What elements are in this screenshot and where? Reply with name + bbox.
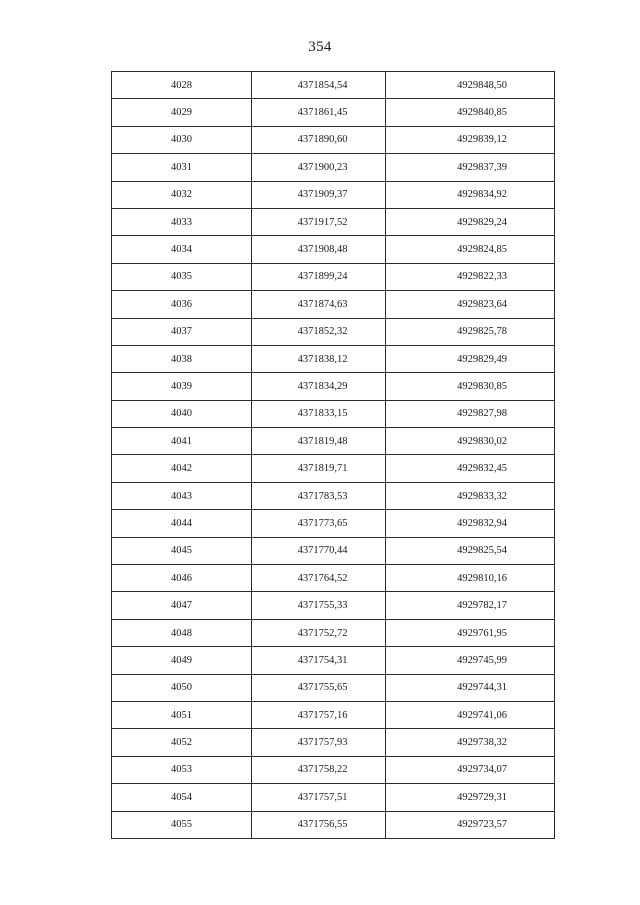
y-coordinate-cell: 4929848,50 bbox=[386, 72, 555, 99]
x-coordinate-cell: 4371754,31 bbox=[252, 647, 386, 674]
table-row bbox=[112, 811, 555, 838]
table-row bbox=[112, 400, 555, 427]
y-coordinate-cell: 4929832,94 bbox=[386, 510, 555, 537]
y-coordinate-cell: 4929810,16 bbox=[386, 565, 555, 592]
table-row bbox=[112, 291, 555, 318]
y-coordinate-cell: 4929839,12 bbox=[386, 126, 555, 153]
point-number-cell: 4047 bbox=[112, 592, 252, 619]
x-coordinate-cell: 4371770,44 bbox=[252, 537, 386, 564]
point-number-cell: 4050 bbox=[112, 674, 252, 701]
x-coordinate-cell: 4371819,71 bbox=[252, 455, 386, 482]
y-coordinate-cell: 4929741,06 bbox=[386, 701, 555, 728]
x-coordinate-cell: 4371755,65 bbox=[252, 674, 386, 701]
x-coordinate-cell: 4371917,52 bbox=[252, 208, 386, 235]
x-coordinate-cell: 4371854,54 bbox=[252, 72, 386, 99]
table-row bbox=[112, 784, 555, 811]
table-row bbox=[112, 510, 555, 537]
point-number-cell: 4053 bbox=[112, 756, 252, 783]
table-row bbox=[112, 373, 555, 400]
table-row bbox=[112, 482, 555, 509]
point-number-cell: 4052 bbox=[112, 729, 252, 756]
point-number-cell: 4055 bbox=[112, 811, 252, 838]
coordinates-table bbox=[111, 71, 555, 839]
x-coordinate-cell: 4371838,12 bbox=[252, 345, 386, 372]
y-coordinate-cell: 4929832,45 bbox=[386, 455, 555, 482]
point-number-cell: 4035 bbox=[112, 263, 252, 290]
x-coordinate-cell: 4371773,65 bbox=[252, 510, 386, 537]
table-row bbox=[112, 318, 555, 345]
y-coordinate-cell: 4929723,57 bbox=[386, 811, 555, 838]
table-row bbox=[112, 126, 555, 153]
point-number-cell: 4043 bbox=[112, 482, 252, 509]
table-row bbox=[112, 619, 555, 646]
table-row bbox=[112, 181, 555, 208]
x-coordinate-cell: 4371752,72 bbox=[252, 619, 386, 646]
x-coordinate-cell: 4371758,22 bbox=[252, 756, 386, 783]
y-coordinate-cell: 4929823,64 bbox=[386, 291, 555, 318]
point-number-cell: 4034 bbox=[112, 236, 252, 263]
x-coordinate-cell: 4371757,93 bbox=[252, 729, 386, 756]
table-row bbox=[112, 565, 555, 592]
y-coordinate-cell: 4929824,85 bbox=[386, 236, 555, 263]
table-row bbox=[112, 592, 555, 619]
x-coordinate-cell: 4371890,60 bbox=[252, 126, 386, 153]
y-coordinate-cell: 4929822,33 bbox=[386, 263, 555, 290]
x-coordinate-cell: 4371909,37 bbox=[252, 181, 386, 208]
point-number-cell: 4032 bbox=[112, 181, 252, 208]
y-coordinate-cell: 4929744,31 bbox=[386, 674, 555, 701]
table-row bbox=[112, 345, 555, 372]
y-coordinate-cell: 4929834,92 bbox=[386, 181, 555, 208]
y-coordinate-cell: 4929837,39 bbox=[386, 154, 555, 181]
x-coordinate-cell: 4371755,33 bbox=[252, 592, 386, 619]
table-row bbox=[112, 208, 555, 235]
point-number-cell: 4049 bbox=[112, 647, 252, 674]
table-row bbox=[112, 674, 555, 701]
point-number-cell: 4039 bbox=[112, 373, 252, 400]
x-coordinate-cell: 4371908,48 bbox=[252, 236, 386, 263]
table-row bbox=[112, 154, 555, 181]
y-coordinate-cell: 4929833,32 bbox=[386, 482, 555, 509]
x-coordinate-cell: 4371757,51 bbox=[252, 784, 386, 811]
x-coordinate-cell: 4371899,24 bbox=[252, 263, 386, 290]
point-number-cell: 4030 bbox=[112, 126, 252, 153]
y-coordinate-cell: 4929738,32 bbox=[386, 729, 555, 756]
table-row bbox=[112, 647, 555, 674]
point-number-cell: 4042 bbox=[112, 455, 252, 482]
y-coordinate-cell: 4929825,54 bbox=[386, 537, 555, 564]
point-number-cell: 4028 bbox=[112, 72, 252, 99]
point-number-cell: 4051 bbox=[112, 701, 252, 728]
point-number-cell: 4048 bbox=[112, 619, 252, 646]
x-coordinate-cell: 4371833,15 bbox=[252, 400, 386, 427]
y-coordinate-cell: 4929734,07 bbox=[386, 756, 555, 783]
y-coordinate-cell: 4929829,49 bbox=[386, 345, 555, 372]
table-row bbox=[112, 729, 555, 756]
table-row bbox=[112, 537, 555, 564]
table-row bbox=[112, 72, 555, 99]
y-coordinate-cell: 4929830,85 bbox=[386, 373, 555, 400]
table-row bbox=[112, 99, 555, 126]
point-number-cell: 4045 bbox=[112, 537, 252, 564]
x-coordinate-cell: 4371834,29 bbox=[252, 373, 386, 400]
y-coordinate-cell: 4929782,17 bbox=[386, 592, 555, 619]
x-coordinate-cell: 4371861,45 bbox=[252, 99, 386, 126]
point-number-cell: 4029 bbox=[112, 99, 252, 126]
table-row bbox=[112, 236, 555, 263]
x-coordinate-cell: 4371852,32 bbox=[252, 318, 386, 345]
point-number-cell: 4041 bbox=[112, 428, 252, 455]
table-row bbox=[112, 756, 555, 783]
table-row bbox=[112, 701, 555, 728]
point-number-cell: 4038 bbox=[112, 345, 252, 372]
table-row bbox=[112, 455, 555, 482]
coordinates-table-body bbox=[112, 72, 555, 839]
x-coordinate-cell: 4371900,23 bbox=[252, 154, 386, 181]
page-number: 354 bbox=[308, 39, 332, 55]
point-number-cell: 4054 bbox=[112, 784, 252, 811]
y-coordinate-cell: 4929840,85 bbox=[386, 99, 555, 126]
table-row bbox=[112, 263, 555, 290]
point-number-cell: 4033 bbox=[112, 208, 252, 235]
y-coordinate-cell: 4929761,95 bbox=[386, 619, 555, 646]
y-coordinate-cell: 4929827,98 bbox=[386, 400, 555, 427]
x-coordinate-cell: 4371874,63 bbox=[252, 291, 386, 318]
x-coordinate-cell: 4371757,16 bbox=[252, 701, 386, 728]
point-number-cell: 4040 bbox=[112, 400, 252, 427]
y-coordinate-cell: 4929745,99 bbox=[386, 647, 555, 674]
point-number-cell: 4046 bbox=[112, 565, 252, 592]
point-number-cell: 4036 bbox=[112, 291, 252, 318]
point-number-cell: 4031 bbox=[112, 154, 252, 181]
x-coordinate-cell: 4371756,55 bbox=[252, 811, 386, 838]
x-coordinate-cell: 4371783,53 bbox=[252, 482, 386, 509]
x-coordinate-cell: 4371764,52 bbox=[252, 565, 386, 592]
y-coordinate-cell: 4929830,02 bbox=[386, 428, 555, 455]
y-coordinate-cell: 4929829,24 bbox=[386, 208, 555, 235]
x-coordinate-cell: 4371819,48 bbox=[252, 428, 386, 455]
point-number-cell: 4037 bbox=[112, 318, 252, 345]
y-coordinate-cell: 4929825,78 bbox=[386, 318, 555, 345]
point-number-cell: 4044 bbox=[112, 510, 252, 537]
table-row bbox=[112, 428, 555, 455]
y-coordinate-cell: 4929729,31 bbox=[386, 784, 555, 811]
